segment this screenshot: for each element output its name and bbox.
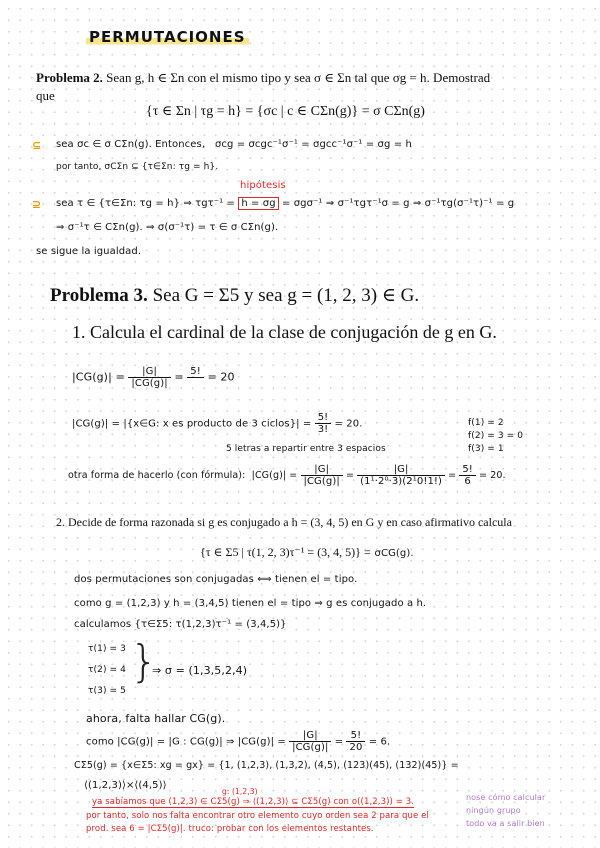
side-f2: f(2) = 3 = 0 [468, 431, 524, 441]
a2-num: 5! [315, 412, 332, 424]
a2-text: |CG(g)| = |{x∈G: x es producto de 3 ciclos}| = [72, 418, 312, 430]
tau-1: τ(1) = 3 [88, 644, 126, 654]
p2-line3-b: = σgσ⁻¹ ⇒ σ⁻¹τgτ⁻¹σ = g ⇒ σ⁻¹τg(σ⁻¹τ)⁻¹ = g [281, 198, 515, 209]
hypothesis-note: hipótesis [240, 180, 286, 191]
a2-den: 3! [317, 424, 329, 435]
b5-den1: |CG(g)| [292, 742, 329, 753]
a2-note: 5 letras a repartir entre 3 espacios [226, 444, 386, 454]
purple-note2: ningún grupo [466, 806, 521, 815]
a1-lhs: |CG(g)| = [72, 370, 125, 384]
a3-num1: |G| [301, 464, 343, 476]
page-title: PERMUTACIONES [86, 28, 249, 46]
superset-bullet: ⊇ [32, 198, 42, 211]
purple-note3: todo va a salir bien [466, 819, 545, 828]
side-f3: f(3) = 1 [468, 444, 504, 454]
a3-fraction1 [301, 464, 343, 487]
tau-3: τ(3) = 5 [88, 686, 126, 696]
tau-2: τ(2) = 4 [88, 665, 126, 675]
centralizer-product: ⟨(1,2,3)⟩×⟨(4,5)⟩ [84, 780, 167, 791]
p2-line4: ⇒ σ⁻¹τ ∈ CΣn(g). ⇒ σ(σ⁻¹τ) = τ ∈ σ CΣn(g). [56, 222, 279, 233]
answer2 [72, 412, 363, 435]
a3-den1: |CG(g)| [303, 476, 340, 487]
a1-eq: = [174, 370, 184, 384]
a1-num2: 5! [187, 366, 204, 378]
problem2-statement-line2: que [36, 88, 55, 103]
a3-text: otra forma de hacerlo (con fórmula): [68, 470, 246, 481]
p2-line3 [56, 198, 514, 209]
a1-den: |CG(g)| [131, 378, 168, 389]
a3-num3: 5! [459, 464, 476, 476]
b5-text: como |CG(g)| = |G : CG(g)| ⇒ |CG(g)| = [86, 736, 286, 748]
answer3: otra forma de hacerlo (con fórmula): |CG(g)| = $\frac{|G|}{|CG(g)|}$ = $\frac{|G|}{\text{(1¹·2⁰·3)(2¹0!1!)}}$ = $\frac{5!}{6}$ = 20. [68, 464, 506, 487]
b-line2: como g = (1,2,3) y h = (3,4,5) tienen el = tipo ⇒ g es conjugado a h. [74, 598, 427, 609]
p2-line1-text: sea σc ∈ σ CΣn(g). Entonces, [56, 139, 206, 150]
a3-fraction2 [357, 464, 445, 487]
red-line3: prod. sea 6 = |CΣ5(g)|. truco: probar con los elementos restantes. [86, 824, 374, 834]
a1-fraction2 [187, 366, 204, 389]
q2-formula: {τ ∈ Σ5 | τ(1, 2, 3)τ⁻¹ = (3, 4, 5)} = [200, 545, 371, 559]
q2-formula-hand: σCG(g). [374, 548, 414, 559]
b5-fraction2 [346, 730, 365, 753]
purple-note1: nose cómo calcular [466, 793, 546, 802]
answer1 [72, 366, 235, 389]
right-brace: } [130, 636, 158, 687]
a3-den3: 6 [464, 476, 471, 487]
side-f1: f(1) = 2 [468, 418, 504, 428]
a3-fraction3 [459, 464, 476, 487]
question1: 1. Calcula el cardinal de la clase de conjugación de g en G. [72, 322, 497, 342]
b-line1: dos permutaciones son conjugadas ⟺ tienen el = tipo. [74, 574, 358, 585]
a1-result: = 20 [207, 370, 235, 384]
red-line2: por tanto, solo nos falta encontrar otro elemento cuyo orden sea 2 para que el [86, 811, 429, 821]
b-line5: como |CG(g)| = |G : CG(g)| ⇒ |CG(g)| = $\frac{|G|}{|CG(g)|}$ = $\frac{5!}{20}$ = 6. [86, 730, 391, 753]
red-line1 [92, 797, 414, 807]
p2-line2: por tanto, σCΣn ⊆ {τ∈Σn: τg = h}. [56, 162, 219, 172]
problem2-formula: {τ ∈ Σn | τg = h} = {σc | c ∈ CΣn(g)} = σ CΣn(g) [146, 104, 425, 119]
p2-line1 [56, 139, 412, 150]
a3-num2: |G| [357, 464, 445, 476]
problem3-statement [50, 284, 419, 307]
problem3-label: Problema 3. [50, 285, 148, 306]
a1-blank [187, 378, 204, 389]
b5-num2: 5! [346, 730, 365, 742]
problem2-label: Problema 2. [36, 70, 103, 85]
p2-line3-a: sea τ ∈ {τ∈Σn: τg = h} ⇒ τgτ⁻¹ = [56, 198, 236, 209]
problem3-statement-text: Sea G = Σ5 y sea g = (1, 2, 3) ∈ G. [152, 285, 420, 306]
q2-formula-row [200, 545, 414, 560]
b-line4: ahora, falta hallar CG(g). [86, 712, 226, 725]
a3-lhs: |CG(g)| = [251, 470, 298, 481]
a1-num: |G| [128, 366, 170, 378]
a3-den2: (1¹·2⁰·3)(2¹0!1!) [360, 476, 443, 487]
problem2-statement [36, 70, 490, 86]
tau-result: ⇒ σ = (1,3,5,2,4) [152, 664, 248, 677]
b5-fraction1 [289, 730, 331, 753]
a1-fraction [128, 366, 170, 389]
question2: 2. Decide de forma razonada si g es conjugado a h = (3, 4, 5) en G y en caso afirmativo calcula [56, 515, 512, 529]
subset-bullet: ⊆ [32, 139, 42, 152]
red-note-g: g: (1,2,3) [222, 787, 258, 796]
b5-den2: 20 [349, 742, 363, 753]
p2-conclusion: se sigue la igualdad. [36, 246, 142, 257]
a2-fraction [315, 412, 332, 435]
centralizer-set: CΣ5(g) = {x∈Σ5: xg = gx} = {1, (1,2,3), (1,3,2), (4,5), (123)(45), (132)(45)} = [74, 760, 459, 771]
b5-result: = 6. [368, 736, 391, 748]
p2-line1-math: σcg = σcgc⁻¹σ⁻¹ = σgcc⁻¹σ⁻¹ = σg = h [214, 139, 412, 150]
b5-num1: |G| [289, 730, 331, 742]
a2-result: = 20. [334, 418, 363, 430]
a3-result: = 20. [479, 470, 506, 481]
red-line1-text: ya sabíamos que (1,2,3) ∈ CΣ5(g) ⇒ ⟨(1,2,3)⟩ ⊆ CΣ5(g) con o((1,2,3)) = 3. [92, 797, 415, 807]
problem2-statement-text: Sean g, h ∈ Σn con el mismo tipo y sea σ ∈ Σn tal que σg = h. Demostrad [106, 70, 491, 85]
hypothesis-box: h = σg [238, 197, 278, 210]
b-line3: calculamos {τ∈Σ5: τ(1,2,3)τ⁻¹ = (3,4,5)} [74, 619, 287, 630]
